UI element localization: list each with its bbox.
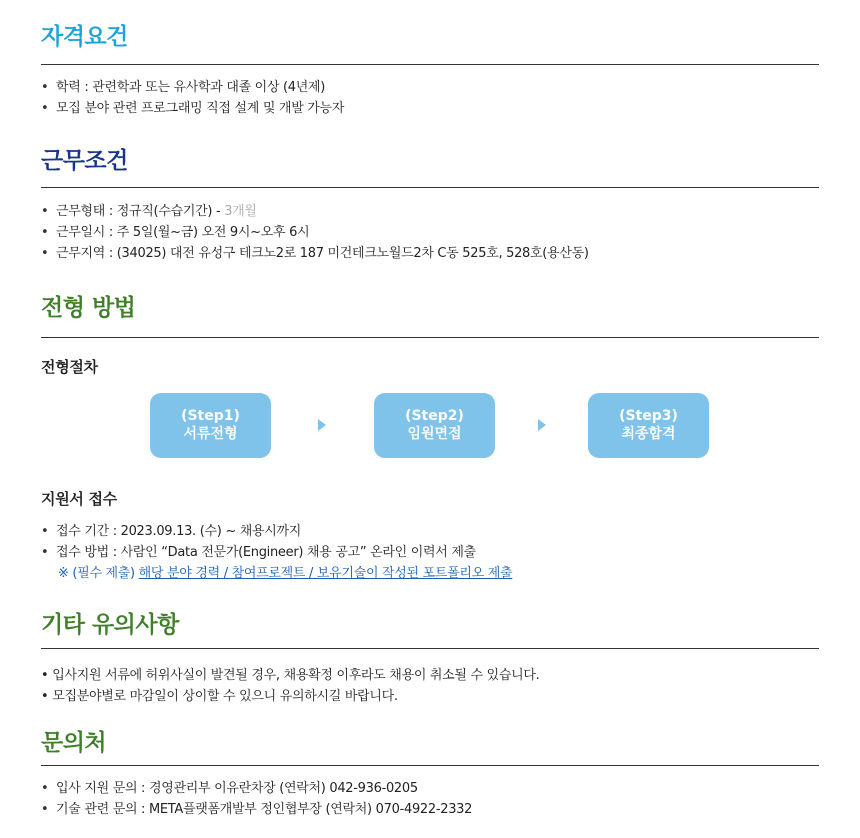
- step-name: 임원면접: [407, 426, 462, 442]
- step-box-2: [374, 393, 495, 458]
- step-number: (Step3): [619, 408, 678, 424]
- step-name: 서류전형: [183, 426, 238, 442]
- step-number: (Step1): [181, 408, 240, 424]
- required-note: [58, 565, 512, 583]
- list-item: • 학력 : 관련학과 또는 유사학과 대졸 이상 (4년제): [41, 78, 344, 98]
- qualifications-list: [41, 78, 344, 120]
- section-divider: [41, 765, 819, 766]
- application-list: [41, 522, 476, 564]
- arrow-right-icon: [318, 419, 326, 431]
- probation-period: 3개월: [224, 204, 257, 219]
- step-name: 최종합격: [621, 426, 676, 442]
- contact-title: 문의처: [41, 730, 107, 756]
- selection-title: 전형 방법: [41, 295, 136, 321]
- notices-title: 기타 유의사항: [41, 612, 179, 638]
- section-divider: [41, 187, 819, 188]
- list-item: • 모집분야별로 마감일이 상이할 수 있으니 유의하시길 바랍니다.: [41, 689, 398, 704]
- notices-list: [41, 665, 539, 707]
- contact-list: [41, 779, 472, 821]
- list-item-technical-contact: • 기술 관련 문의 : META플랫폼개발부 정인협부장 (연락처) 070-4922-2332: [41, 800, 472, 820]
- list-item-employment-type: [41, 202, 589, 222]
- arrow-right-icon: [538, 419, 546, 431]
- employment-type-text: 근무형태 : 정규직(수습기간) -: [56, 204, 225, 219]
- list-item: • 입사지원 서류에 허위사실이 발견될 경우, 채용확정 이후라도 채용이 취소될 수 있습니다.: [41, 668, 540, 683]
- list-item-application-period: • 접수 기간 : 2023.09.13. (수) ~ 채용시까지: [41, 522, 476, 542]
- qualifications-title: 자격요건: [41, 24, 128, 50]
- procedure-title: 전형절차: [41, 358, 98, 376]
- list-item-location: • 근무지역 : (34025) 대전 유성구 테크노2로 187 미건테크노월드2차 C동 525호, 528호(용산동): [41, 244, 589, 264]
- conditions-title: 근무조건: [41, 148, 128, 174]
- section-divider: [41, 648, 819, 649]
- section-divider: [41, 337, 819, 338]
- portfolio-link[interactable]: 해당 분야 경력 / 참여프로젝트 / 보유기술이 작성된 포트폴리오 제출: [138, 566, 513, 581]
- step-box-1: [150, 393, 271, 458]
- conditions-list: [41, 202, 589, 265]
- list-item-schedule: • 근무일시 : 주 5일(월~금) 오전 9시~오후 6시: [41, 223, 589, 243]
- list-item-application-contact: • 입사 지원 문의 : 경영관리부 이유란차장 (연락처) 042-936-0205: [41, 779, 472, 799]
- note-prefix: ※ (필수 제출): [58, 566, 139, 581]
- step-box-3: [588, 393, 709, 458]
- list-item: • 모집 분야 관련 프로그래밍 직접 설계 및 개발 가능자: [41, 99, 344, 119]
- application-title: 지원서 접수: [41, 490, 117, 508]
- step-number: (Step2): [405, 408, 464, 424]
- section-divider: [41, 64, 819, 65]
- list-item-application-method: • 접수 방법 : 사람인 “Data 전문가(Engineer) 채용 공고” 온라인 이력서 제출: [41, 543, 476, 563]
